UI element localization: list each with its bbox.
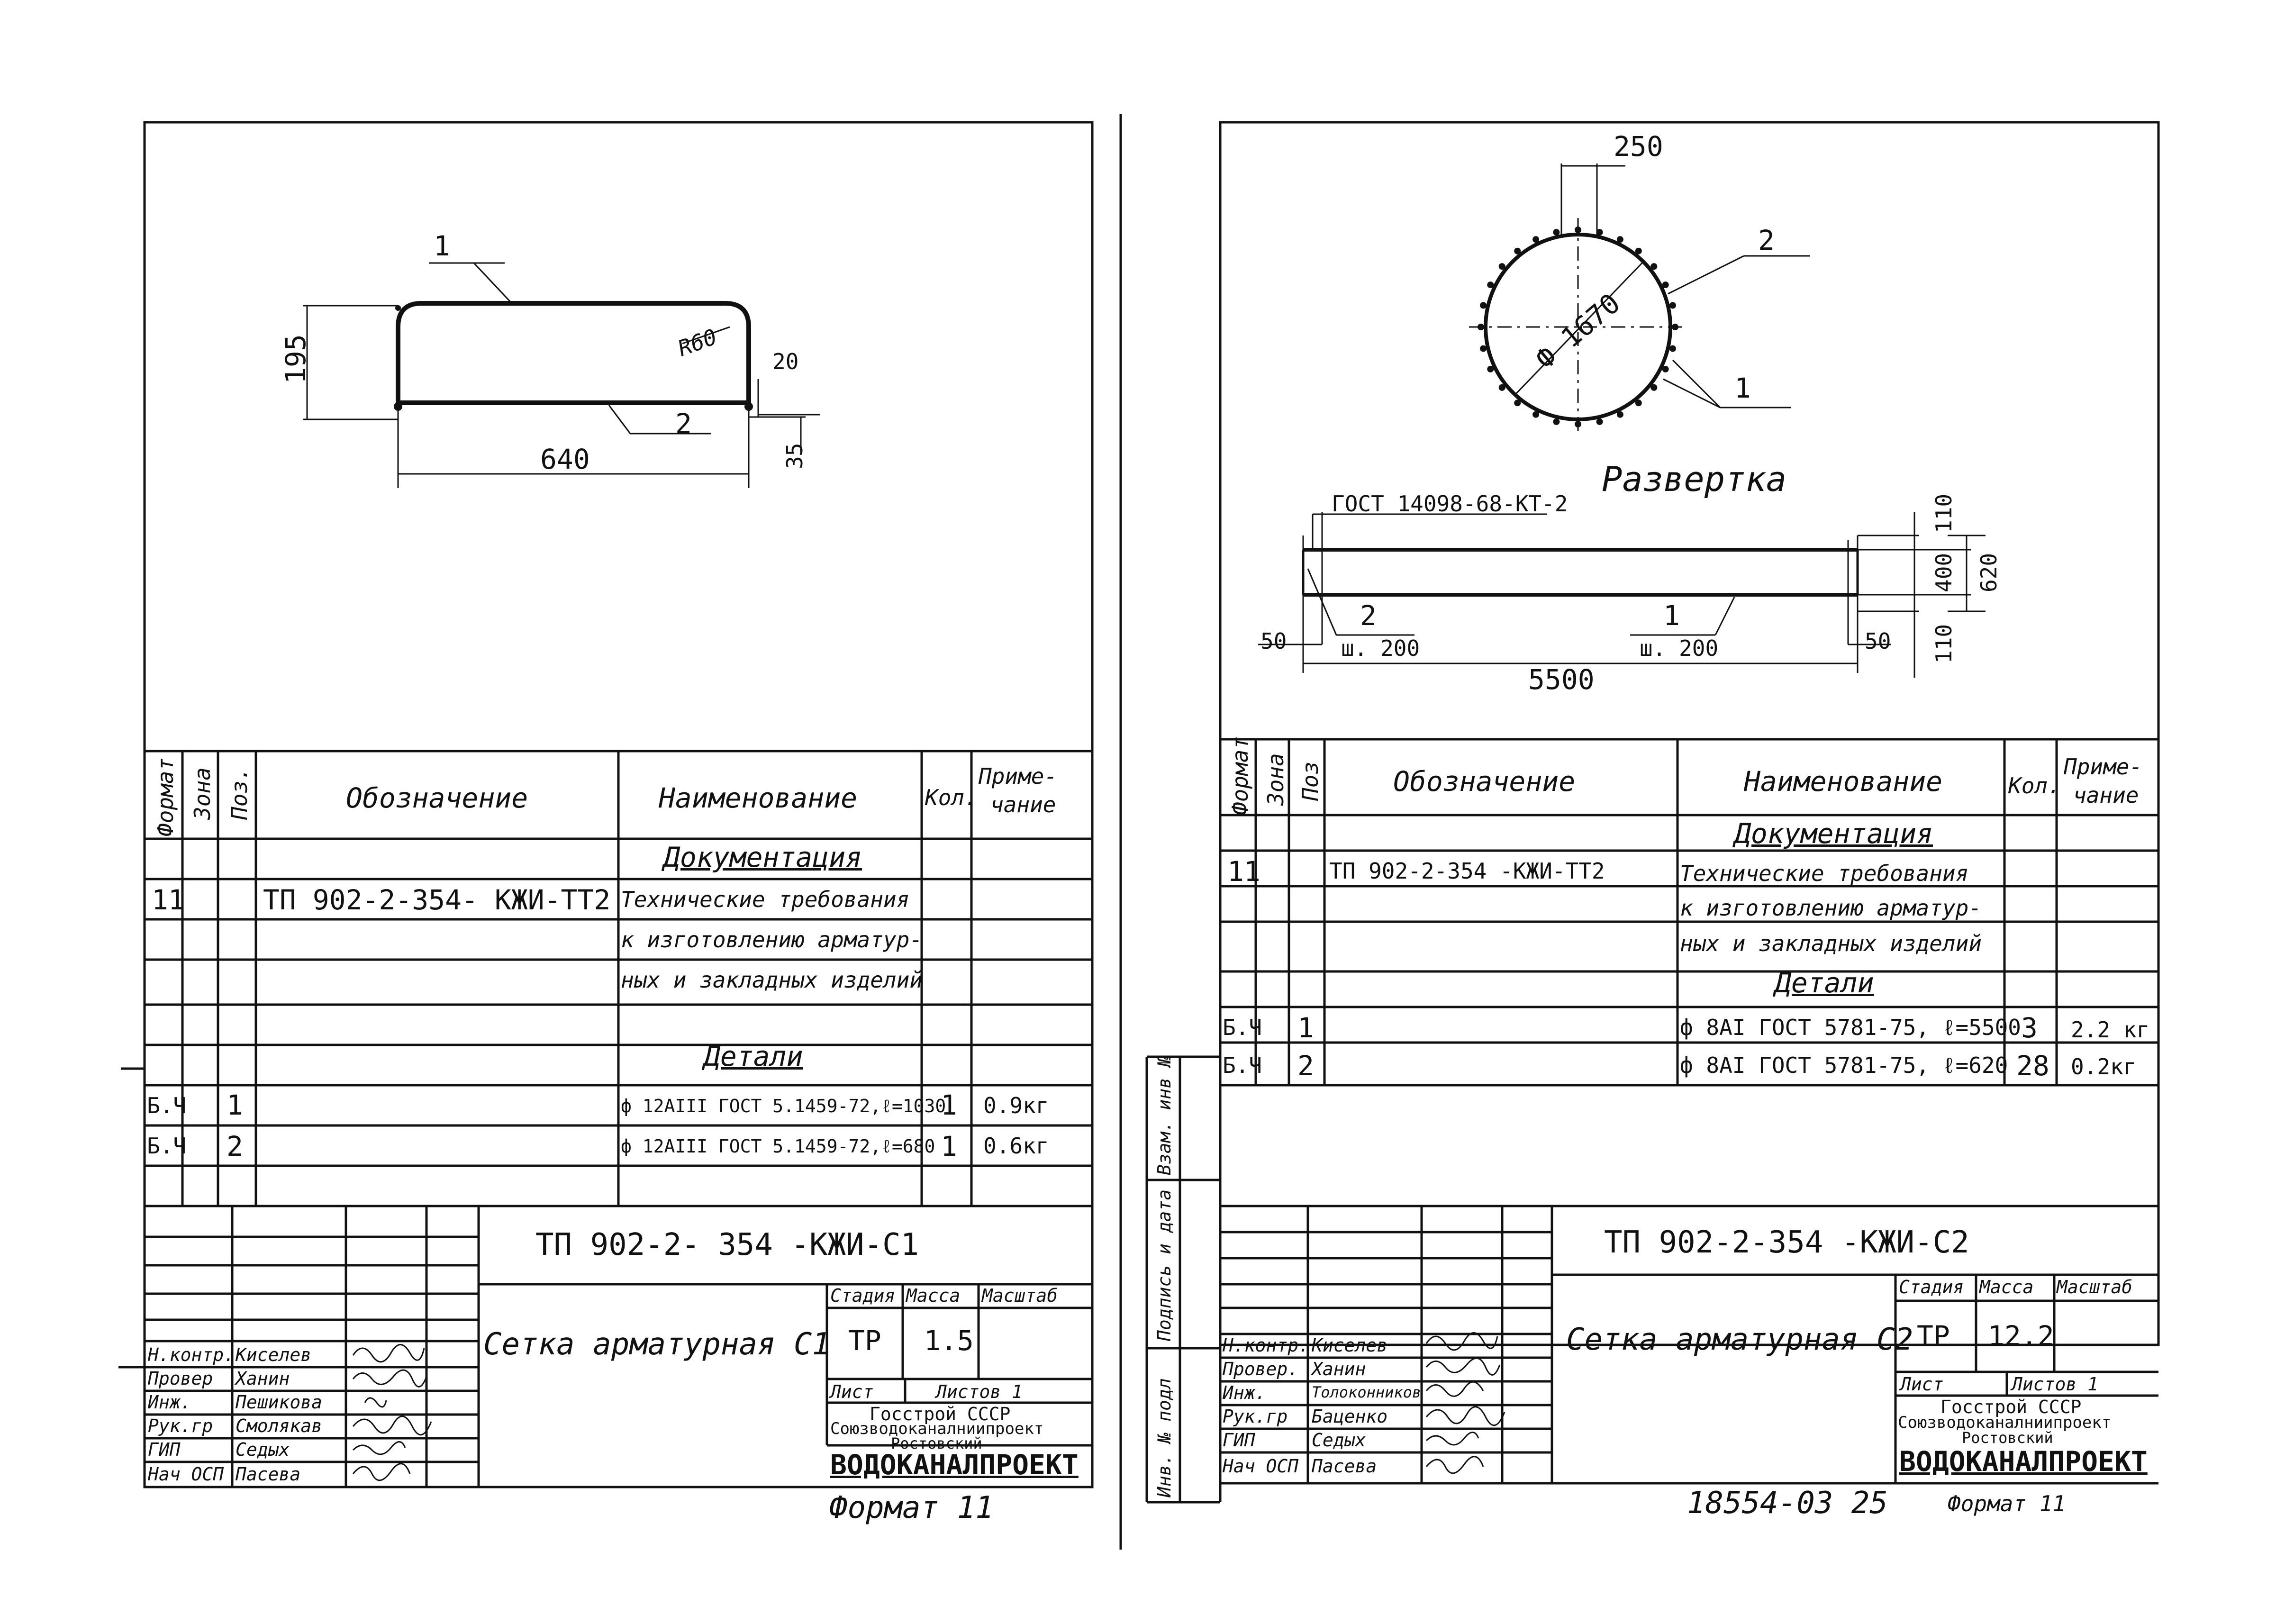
right-gost-label: ГОСТ 14098-68-КТ-2	[1332, 491, 1568, 517]
right-hdr-zone: Зона	[1263, 753, 1288, 806]
right-hdr-format: Формат	[1227, 736, 1253, 815]
right-step-2: ш. 200	[1341, 635, 1420, 661]
right-stamp-inv: Инв. № подл	[1154, 1378, 1175, 1497]
left-person-name-6: Пасева	[236, 1464, 301, 1485]
right-doc-name-1: Технические требования	[1680, 861, 1969, 886]
right-bottom-number: 18554-03 25	[1687, 1486, 1888, 1521]
right-row1-format: Б.Ч	[1223, 1015, 1262, 1040]
right-tb-stage-label: Стадия	[1899, 1277, 1964, 1297]
left-doc-name-2: к изготовлению арматур-	[621, 927, 923, 953]
left-person-name-3: Пешикова	[236, 1392, 323, 1413]
right-row1-note: 2.2 кг	[2071, 1017, 2150, 1043]
right-tb-org1: Госстрой СССР	[1940, 1397, 2082, 1417]
right-row2-format: Б.Ч	[1223, 1052, 1262, 1078]
right-row2-pos: 2	[1297, 1050, 1314, 1082]
right-tb-scale-label: Масштаб	[2057, 1277, 2133, 1297]
left-format-note: Формат 11	[829, 1490, 994, 1525]
right-tb-sheet-label: Лист	[1900, 1374, 1944, 1395]
left-section-docs: Документация	[663, 841, 862, 873]
left-row2-format: Б.Ч	[147, 1133, 187, 1159]
right-doc-designation: ТП 902-2-354 -КЖИ-ТТ2	[1329, 858, 1605, 884]
right-tb-stage: ТР	[1917, 1320, 1950, 1352]
left-row2-note: 0.6кг	[983, 1133, 1049, 1159]
left-tb-scale-label: Масштаб	[982, 1285, 1058, 1306]
right-tb-mass: 12.2	[1988, 1320, 2054, 1352]
right-person-role-6: Нач ОСП	[1223, 1456, 1299, 1477]
left-hdr-zone: Зона	[190, 767, 215, 820]
left-tb-title: Сетка арматурная С1	[483, 1327, 831, 1362]
right-tb-org4: ВОДОКАНАЛПРОЕКТ	[1899, 1445, 2148, 1478]
left-doc-format: 11	[152, 884, 185, 916]
left-row1-pos: 1	[227, 1089, 243, 1121]
left-person-name-5: Седых	[236, 1439, 290, 1460]
right-format-note: Формат 11	[1948, 1491, 2066, 1516]
left-tb-sheets-label: Листов 1	[936, 1381, 1023, 1402]
right-hdr-designation: Обозначение	[1393, 765, 1576, 798]
left-tb-stage: ТР	[848, 1325, 881, 1357]
left-hdr-pos: Поз.	[227, 767, 252, 820]
right-tb-mass-label: Масса	[1979, 1277, 2034, 1297]
right-tb-code: ТП 902-2-354 -КЖИ-С2	[1604, 1225, 1969, 1260]
right-hdr-qty: Кол.	[2008, 773, 2061, 798]
right-step-1: ш. 200	[1640, 635, 1719, 661]
right-hdr-pos: Поз	[1297, 761, 1323, 801]
left-pos2-label: 2	[675, 408, 692, 440]
right-unfold-pos2: 2	[1360, 599, 1377, 632]
left-tb-stage-label: Стадия	[830, 1285, 896, 1306]
right-doc-name-3: ных и закладных изделий	[1680, 931, 1982, 956]
left-tb-org4: ВОДОКАНАЛПРОЕКТ	[830, 1449, 1079, 1481]
right-dim-50a: 50	[1260, 628, 1287, 654]
right-person-role-1: Н.контр.	[1223, 1335, 1310, 1356]
right-person-role-4: Рук.гр	[1223, 1406, 1288, 1427]
left-row2-pos: 2	[227, 1130, 243, 1162]
left-tb-mass-label: Масса	[906, 1285, 961, 1306]
right-section-details: Детали	[1775, 967, 1874, 999]
left-row1-qty: 1	[941, 1089, 957, 1121]
left-person-role-5: ГИП	[148, 1439, 181, 1460]
right-hdr-name: Наименование	[1744, 765, 1943, 798]
right-tb-org2: Союзводоканалниипроект	[1898, 1413, 2112, 1432]
right-row2-qty: 28	[2016, 1050, 2049, 1082]
right-stamp-vzam: Взам. инв №	[1154, 1056, 1175, 1175]
right-doc-format: 11	[1227, 855, 1260, 888]
left-hdr-format: Формат	[153, 757, 178, 836]
right-person-name-2: Ханин	[1312, 1359, 1366, 1379]
right-hdr-note1: Приме-	[2064, 754, 2143, 780]
right-person-name-4: Баценко	[1312, 1406, 1388, 1427]
left-doc-name-3: ных и закладных изделий	[621, 967, 923, 993]
left-person-name-1: Киселев	[236, 1344, 312, 1365]
left-dim-height: 195	[280, 334, 312, 384]
left-hdr-note1: Приме-	[979, 763, 1058, 789]
right-tb-org3: Ростовский	[1962, 1429, 2053, 1447]
left-hdr-qty: Кол.	[925, 785, 978, 810]
right-pos2-label: 2	[1758, 224, 1775, 256]
right-row2-note: 0.2кг	[2071, 1054, 2137, 1080]
left-person-name-2: Ханин	[236, 1368, 290, 1389]
right-razvertka-title: Развертка	[1602, 459, 1787, 499]
left-row2-name: ф 12АIII ГОСТ 5.1459-72,ℓ=680	[621, 1136, 935, 1157]
left-tb-sheet-label: Лист	[830, 1381, 874, 1402]
right-stamp-podpis: Подпись и дата	[1154, 1189, 1175, 1341]
left-person-role-1: Н.контр.	[148, 1344, 235, 1365]
left-person-role-2: Провер	[148, 1368, 213, 1389]
right-row1-pos: 1	[1297, 1012, 1314, 1044]
left-tb-code: ТП 902-2- 354 -КЖИ-С1	[535, 1227, 919, 1262]
right-tb-title: Сетка арматурная С2	[1566, 1322, 1913, 1357]
right-row1-name: ф 8АI ГОСТ 5781-75, ℓ=5500	[1680, 1015, 2021, 1040]
right-dim-620: 620	[1976, 553, 2002, 592]
left-tb-mass: 1.5	[924, 1325, 974, 1357]
left-dim-20: 20	[772, 349, 799, 374]
left-row1-note: 0.9кг	[983, 1093, 1049, 1118]
right-dim-5500: 5500	[1528, 663, 1595, 696]
right-pos1-label: 1	[1734, 372, 1751, 404]
left-person-role-6: Нач ОСП	[148, 1464, 224, 1485]
left-doc-name-1: Технические требования	[621, 887, 910, 912]
right-person-role-5: ГИП	[1223, 1430, 1255, 1451]
left-hdr-name: Наименование	[659, 782, 858, 814]
right-dim-110b: 110	[1931, 624, 1957, 663]
right-dim-250: 250	[1614, 130, 1663, 163]
right-hdr-note2: чание	[2073, 782, 2139, 808]
right-section-docs: Документация	[1734, 817, 1933, 850]
right-diameter-label: Ф 1670	[1529, 287, 1626, 376]
right-person-role-2: Провер.	[1223, 1359, 1299, 1379]
left-person-role-3: Инж.	[148, 1392, 191, 1413]
right-person-name-6: Пасева	[1312, 1456, 1377, 1477]
right-unfold-pos1: 1	[1663, 599, 1680, 632]
right-doc-name-2: к изготовлению арматур-	[1680, 895, 1982, 921]
left-person-name-4: Смолякав	[236, 1415, 323, 1436]
left-hdr-note2: чание	[990, 792, 1056, 817]
right-dim-50b: 50	[1865, 628, 1891, 654]
left-row2-qty: 1	[941, 1130, 957, 1162]
left-dim-length: 640	[540, 443, 590, 475]
right-person-role-3: Инж.	[1223, 1382, 1266, 1403]
right-dim-400: 400	[1931, 553, 1957, 592]
right-dim-110a: 110	[1931, 493, 1957, 533]
left-tb-org2: Союзводоканалниипроект	[830, 1419, 1044, 1438]
left-tb-org3: Ростовский	[891, 1434, 982, 1452]
left-dim-35: 35	[782, 443, 807, 469]
right-row2-name: ф 8АI ГОСТ 5781-75, ℓ=620	[1680, 1052, 2008, 1078]
right-person-name-1: Киселев	[1312, 1335, 1388, 1356]
right-tb-sheets-label: Листов 1	[2012, 1374, 2099, 1395]
left-pos1-label: 1	[434, 230, 450, 262]
left-person-role-4: Рук.гр	[148, 1415, 213, 1436]
left-section-details: Детали	[704, 1040, 803, 1072]
left-hdr-designation: Обозначение	[346, 782, 528, 814]
left-row1-name: ф 12АIII ГОСТ 5.1459-72,ℓ=1030	[621, 1096, 946, 1116]
left-row1-format: Б.Ч	[147, 1093, 187, 1118]
right-person-name-5: Седых	[1312, 1430, 1366, 1451]
right-row1-qty: 3	[2021, 1012, 2038, 1044]
left-tb-org1: Госстрой СССР	[870, 1404, 1011, 1424]
left-dim-radius: R60	[674, 324, 720, 362]
left-doc-designation: ТП 902-2-354- КЖИ-ТТ2	[263, 884, 611, 916]
right-person-name-3: Толоконников	[1312, 1383, 1422, 1401]
